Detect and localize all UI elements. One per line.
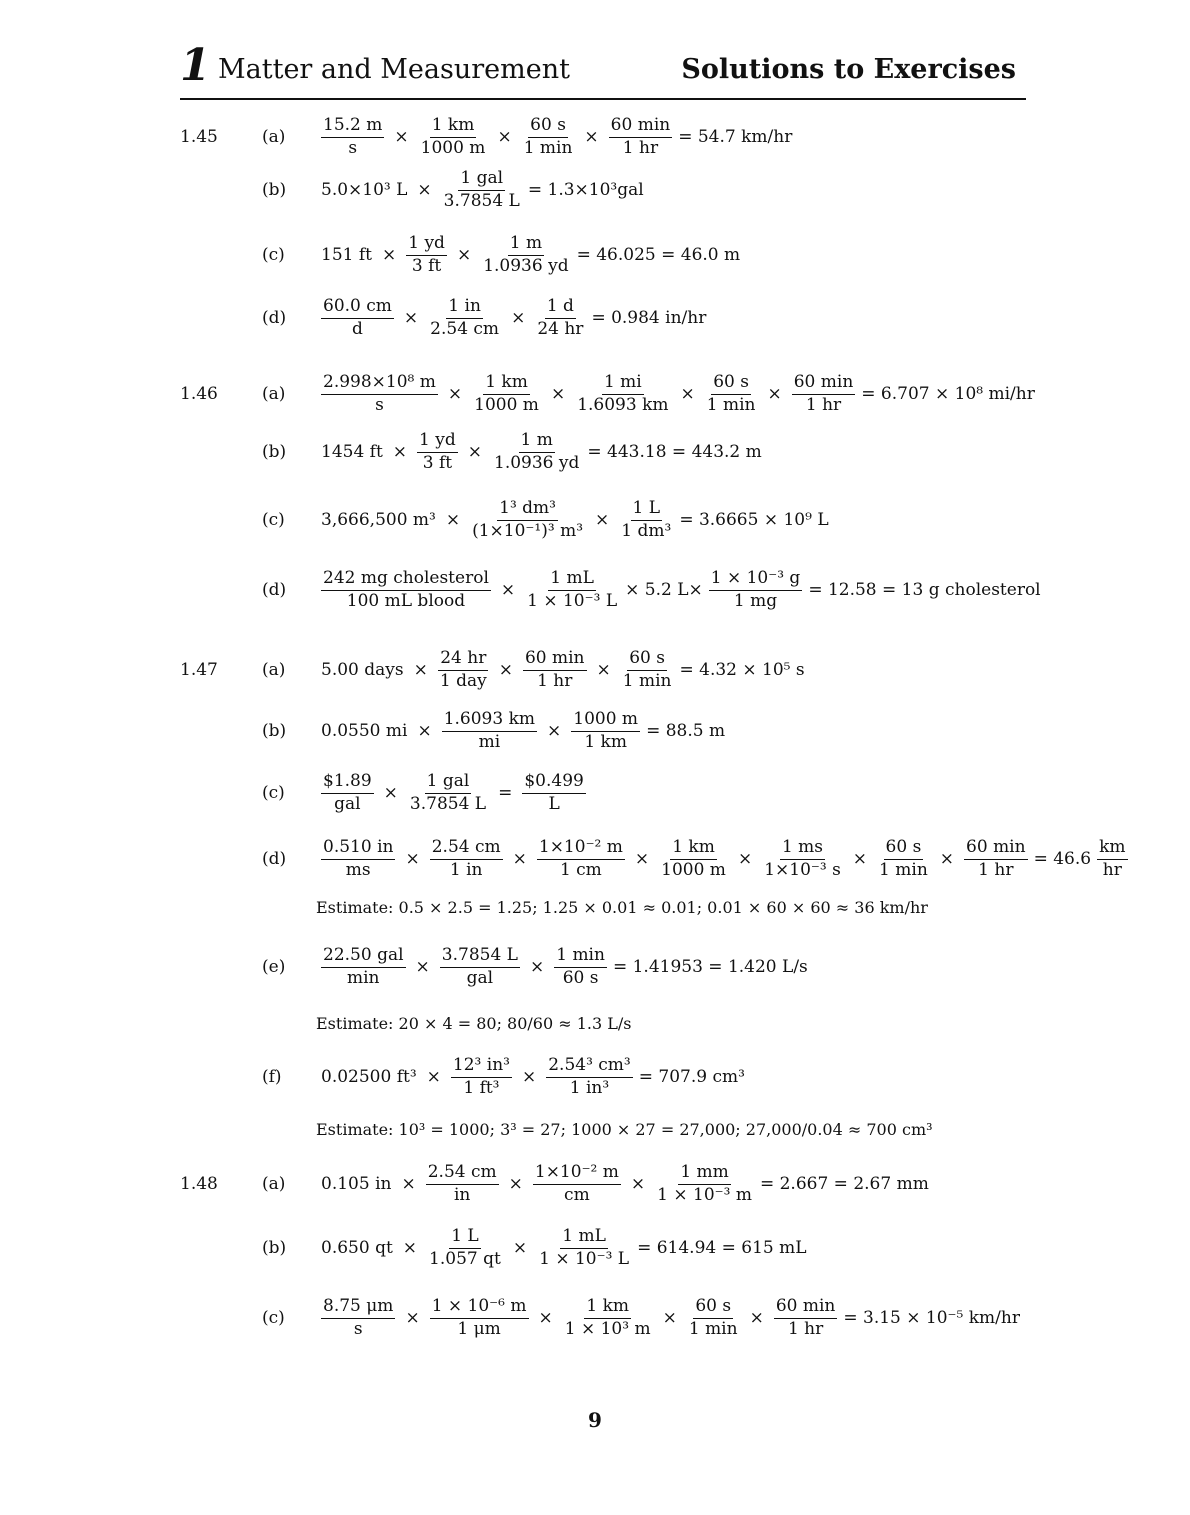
times-operator: × [680, 384, 695, 404]
equation [318, 162, 647, 218]
section-title: Solutions to Exercises [681, 54, 1016, 85]
denominator: mi [478, 731, 501, 752]
numerator: 1×10⁻² m [537, 838, 625, 860]
times-operator: × [402, 1238, 418, 1258]
fraction [430, 1297, 529, 1339]
fraction [964, 838, 1028, 880]
equation [318, 831, 1131, 887]
denominator: gal [334, 793, 361, 814]
denominator: 1×10⁻³ s [764, 859, 841, 880]
part-label: (a) [262, 1174, 286, 1194]
numerator: 12³ in³ [451, 1056, 512, 1078]
fraction [705, 373, 758, 415]
denominator: 1 min [523, 137, 573, 158]
fraction [481, 234, 570, 276]
times-operator: × [497, 127, 512, 147]
fraction [774, 1297, 838, 1339]
term: = 6.707 × 10⁸ mi/hr [861, 384, 1035, 404]
fraction [492, 431, 581, 473]
problem-number: 1.48 [180, 1174, 218, 1194]
term: 0.105 in [321, 1174, 392, 1194]
equation [318, 939, 811, 995]
fraction [537, 1227, 631, 1269]
page-number: 9 [588, 1408, 602, 1432]
numerator: 1 mL [548, 569, 596, 591]
numerator: 24 hr [438, 649, 488, 671]
times-operator: × [749, 1308, 764, 1328]
denominator: 1 day [439, 670, 487, 691]
times-operator: × [467, 442, 483, 462]
term: = 46.6 [1033, 849, 1092, 869]
numerator: 1 mi [602, 373, 644, 395]
numerator: 1 L [631, 499, 663, 521]
fraction [537, 838, 625, 880]
term: 151 ft [321, 245, 372, 265]
fraction [321, 373, 438, 415]
denominator: hr [1102, 859, 1122, 880]
fraction [438, 649, 489, 691]
equals-operator: = [498, 783, 513, 803]
equation [318, 227, 743, 283]
term: 3,666,500 m³ [321, 510, 436, 530]
numerator: 1 m [519, 431, 555, 453]
times-operator: × [538, 1308, 553, 1328]
fraction [554, 946, 607, 988]
times-operator: × [939, 849, 955, 869]
numerator: 1³ dm³ [497, 499, 558, 521]
part-label: (a) [262, 660, 286, 680]
fraction [609, 116, 673, 158]
times-operator: × [662, 1308, 677, 1328]
fraction [533, 1163, 621, 1205]
term: = 1.41953 = 1.420 L/s [612, 957, 808, 977]
page-header [180, 40, 1026, 100]
fraction [321, 838, 395, 880]
times-operator: × [852, 849, 868, 869]
fraction [442, 169, 522, 211]
numerator: 3.7854 L [440, 946, 520, 968]
term: = 88.5 m [646, 721, 726, 741]
fraction [428, 297, 501, 339]
denominator: 2.54 cm [430, 318, 500, 339]
part-label: (d) [262, 849, 287, 869]
fraction [321, 772, 374, 814]
numerator: 8.75 μm [321, 1297, 395, 1319]
term: = 3.6665 × 10⁹ L [679, 510, 829, 530]
denominator: 1000 m [474, 394, 539, 415]
estimate-line: Estimate: 10³ = 1000; 3³ = 27; 1000 × 27 = 27,000; 27,000/0.04 ≈ 700 cm³ [316, 1120, 933, 1139]
times-operator: × [529, 957, 545, 977]
term: = 1.3×10³gal [527, 180, 644, 200]
part-label: (f) [262, 1067, 282, 1087]
numerator: 1 km [584, 1297, 631, 1319]
denominator: 1 × 10⁻³ m [657, 1184, 752, 1205]
term: 0.02500 ft³ [321, 1067, 417, 1087]
denominator: L [548, 793, 560, 814]
times-operator: × [500, 580, 516, 600]
numerator: 1 × 10⁻³ g [709, 569, 803, 591]
numerator: 60 min [792, 373, 856, 395]
numerator: $1.89 [321, 772, 374, 794]
numerator: 2.54 cm [430, 838, 503, 860]
denominator: 1 mg [733, 590, 778, 611]
denominator: 1 dm³ [621, 520, 672, 541]
numerator: 60 s [711, 373, 751, 395]
numerator: 1 m [508, 234, 544, 256]
denominator: 1 hr [787, 1318, 824, 1339]
fraction [427, 1227, 503, 1269]
numerator: 60 s [693, 1297, 733, 1319]
fraction [687, 1297, 740, 1339]
fraction [417, 431, 458, 473]
times-operator: × [426, 1067, 441, 1087]
times-operator: × [508, 1174, 523, 1194]
term: = 3.15 × 10⁻⁵ km/hr [843, 1308, 1020, 1328]
denominator: 1 min [706, 394, 756, 415]
numerator: 60 s [528, 116, 568, 138]
equation [318, 1220, 810, 1276]
numerator: 60 min [964, 838, 1028, 860]
part-label: (d) [262, 580, 287, 600]
numerator: 1 mm [678, 1163, 730, 1185]
fraction [426, 1163, 499, 1205]
fraction [571, 710, 640, 752]
numerator: 2.54 cm [426, 1163, 499, 1185]
denominator: 1.057 qt [429, 1248, 501, 1269]
denominator: 1 × 10³ m [564, 1318, 651, 1339]
denominator: 1000 m [661, 859, 726, 880]
term: 5.0×10³ L [321, 180, 408, 200]
fraction [470, 499, 585, 541]
times-operator: × [415, 957, 430, 977]
term: 0.650 qt [321, 1238, 393, 1258]
term: × 5.2 L× [625, 580, 703, 600]
numerator: 60.0 cm [321, 297, 394, 319]
denominator: 3.7854 L [409, 793, 487, 814]
fraction [535, 297, 585, 339]
fraction [762, 838, 843, 880]
times-operator: × [405, 849, 420, 869]
numerator: 2.54³ cm³ [546, 1056, 633, 1078]
times-operator: × [630, 1174, 646, 1194]
fraction [419, 116, 488, 158]
numerator: 1000 m [571, 710, 640, 732]
fraction [1097, 838, 1127, 880]
times-operator: × [447, 384, 463, 404]
equation [318, 1049, 748, 1105]
times-operator: × [512, 849, 527, 869]
numerator: 1 gal [458, 169, 505, 191]
times-operator: × [767, 384, 782, 404]
times-operator: × [512, 1238, 528, 1258]
numerator: 1 d [545, 297, 576, 319]
fraction [659, 838, 728, 880]
equation [318, 366, 1038, 422]
denominator: s [348, 137, 358, 158]
term: 1454 ft [321, 442, 383, 462]
equation [318, 765, 589, 821]
times-operator: × [456, 245, 472, 265]
part-label: (b) [262, 1238, 287, 1258]
equation [318, 1290, 1023, 1346]
part-label: (c) [262, 510, 285, 530]
times-operator: × [634, 849, 650, 869]
denominator: 1 in³ [569, 1077, 610, 1098]
denominator: 60 s [562, 967, 599, 988]
denominator: 1.0936 yd [494, 452, 580, 473]
term: = 443.18 = 443.2 m [587, 442, 762, 462]
times-operator: × [417, 721, 432, 741]
term: = 0.984 in/hr [591, 308, 707, 328]
times-operator: × [417, 180, 432, 200]
equation [318, 642, 808, 698]
denominator: 3 ft [411, 255, 442, 276]
fraction [525, 569, 619, 611]
fraction [430, 838, 503, 880]
numerator: 1 L [449, 1227, 481, 1249]
equation [318, 703, 728, 759]
numerator: 1 gal [425, 772, 472, 794]
numerator: 1 min [554, 946, 607, 968]
fraction [546, 1056, 633, 1098]
denominator: 1 hr [622, 137, 659, 158]
fraction [321, 569, 491, 611]
equation [318, 1156, 932, 1212]
chapter-number: 1 [180, 40, 211, 91]
times-operator: × [381, 245, 397, 265]
term: = 54.7 km/hr [678, 127, 793, 147]
term: = 4.32 × 10⁵ s [679, 660, 805, 680]
denominator: d [352, 318, 363, 339]
denominator: 1 hr [537, 670, 573, 691]
fraction [408, 772, 488, 814]
numerator: 2.998×10⁸ m [321, 373, 438, 395]
numerator: 1×10⁻² m [533, 1163, 621, 1185]
numerator: 60 min [523, 649, 587, 671]
part-label: (a) [262, 384, 286, 404]
numerator: 1 in [446, 297, 483, 319]
denominator: 1 μm [457, 1318, 501, 1339]
numerator: 0.510 in [321, 838, 395, 860]
denominator: 1 min [879, 859, 928, 880]
numerator: 22.50 gal [321, 946, 406, 968]
equation [318, 109, 795, 165]
denominator: 1 min [688, 1318, 738, 1339]
times-operator: × [392, 442, 408, 462]
denominator: 1 ft³ [463, 1077, 500, 1098]
fraction [451, 1056, 512, 1098]
fraction [522, 772, 585, 814]
denominator: 3.7854 L [443, 190, 520, 211]
fraction [877, 838, 930, 880]
numerator: 1.6093 km [442, 710, 537, 732]
estimate-line: Estimate: 20 × 4 = 80; 80/60 ≈ 1.3 L/s [316, 1014, 632, 1033]
fraction [440, 946, 520, 988]
denominator: 100 mL blood [346, 590, 466, 611]
denominator: 1.0936 yd [483, 255, 569, 276]
fraction [406, 234, 447, 276]
equation [318, 424, 765, 480]
times-operator: × [498, 660, 513, 680]
denominator: min [347, 967, 380, 988]
times-operator: × [737, 849, 753, 869]
numerator: 15.2 m [321, 116, 384, 138]
times-operator: × [584, 127, 599, 147]
term: = 12.58 = 13 g cholesterol [808, 580, 1041, 600]
fraction [523, 649, 587, 691]
fraction [563, 1297, 653, 1339]
fraction [619, 499, 673, 541]
part-label: (d) [262, 308, 287, 328]
term: 0.0550 mi [321, 721, 408, 741]
numerator: 60 s [884, 838, 924, 860]
times-operator: × [521, 1067, 537, 1087]
part-label: (b) [262, 442, 287, 462]
fraction [321, 297, 394, 339]
numerator: km [1097, 838, 1127, 860]
denominator: (1×10⁻¹)³ m³ [472, 520, 584, 541]
numerator: 1 km [483, 373, 530, 395]
numerator: 1 km [430, 116, 477, 138]
denominator: s [353, 1318, 363, 1339]
numerator: 242 mg cholesterol [321, 569, 491, 591]
times-operator: × [405, 1308, 420, 1328]
denominator: 1 × 10⁻³ L [539, 1248, 630, 1269]
problem-number: 1.46 [180, 384, 218, 404]
term: = 2.667 = 2.67 mm [759, 1174, 929, 1194]
fraction [321, 1297, 395, 1339]
numerator: 1 mL [560, 1227, 608, 1249]
times-operator: × [413, 660, 428, 680]
numerator: 1 yd [406, 234, 447, 256]
problem-number: 1.45 [180, 127, 218, 147]
fraction [575, 373, 670, 415]
denominator: s [375, 394, 384, 415]
denominator: 1 in [449, 859, 483, 880]
part-label: (b) [262, 721, 287, 741]
equation [318, 492, 832, 548]
times-operator: × [383, 783, 398, 803]
numerator: 1 ms [780, 838, 825, 860]
part-label: (a) [262, 127, 286, 147]
times-operator: × [511, 308, 526, 328]
times-operator: × [547, 721, 562, 741]
fraction [522, 116, 575, 158]
denominator: 1 km [584, 731, 627, 752]
times-operator: × [445, 510, 461, 530]
denominator: 1.6093 km [577, 394, 669, 415]
numerator: 60 s [627, 649, 667, 671]
numerator: 1 × 10⁻⁶ m [430, 1297, 529, 1319]
times-operator: × [550, 384, 566, 404]
times-operator: × [596, 660, 611, 680]
denominator: cm [564, 1184, 590, 1205]
fraction [792, 373, 856, 415]
part-label: (e) [262, 957, 286, 977]
denominator: gal [466, 967, 494, 988]
fraction [655, 1163, 754, 1205]
numerator: 60 min [609, 116, 673, 138]
fraction [442, 710, 537, 752]
times-operator: × [394, 127, 409, 147]
denominator: in [453, 1184, 471, 1205]
fraction [709, 569, 803, 611]
denominator: ms [345, 859, 371, 880]
chapter-title: Matter and Measurement [218, 54, 570, 85]
fraction [321, 116, 384, 158]
term: 5.00 days [321, 660, 404, 680]
fraction [621, 649, 674, 691]
numerator: $0.499 [522, 772, 585, 794]
part-label: (c) [262, 1308, 285, 1328]
denominator: 24 hr [537, 318, 584, 339]
denominator: 1000 m [420, 137, 486, 158]
fraction [321, 946, 406, 988]
denominator: 1 × 10⁻³ L [527, 590, 618, 611]
equation [318, 562, 1044, 618]
times-operator: × [403, 308, 419, 328]
term: = 614.94 = 615 mL [637, 1238, 807, 1258]
part-label: (c) [262, 245, 285, 265]
term: = 707.9 cm³ [638, 1067, 745, 1087]
denominator: 1 hr [978, 859, 1014, 880]
numerator: 60 min [774, 1297, 838, 1319]
fraction [472, 373, 541, 415]
denominator: 1 hr [805, 394, 842, 415]
numerator: 1 km [670, 838, 717, 860]
numerator: 1 yd [417, 431, 458, 453]
equation [318, 290, 709, 346]
problem-number: 1.47 [180, 660, 218, 680]
denominator: 1 cm [559, 859, 602, 880]
denominator: 1 min [622, 670, 672, 691]
denominator: 3 ft [422, 452, 453, 473]
part-label: (b) [262, 180, 287, 200]
part-label: (c) [262, 783, 285, 803]
times-operator: × [595, 510, 610, 530]
times-operator: × [401, 1174, 416, 1194]
term: = 46.025 = 46.0 m [576, 245, 741, 265]
estimate-line: Estimate: 0.5 × 2.5 = 1.25; 1.25 × 0.01 ≈ 0.01; 0.01 × 60 × 60 ≈ 36 km/hr [316, 898, 928, 917]
